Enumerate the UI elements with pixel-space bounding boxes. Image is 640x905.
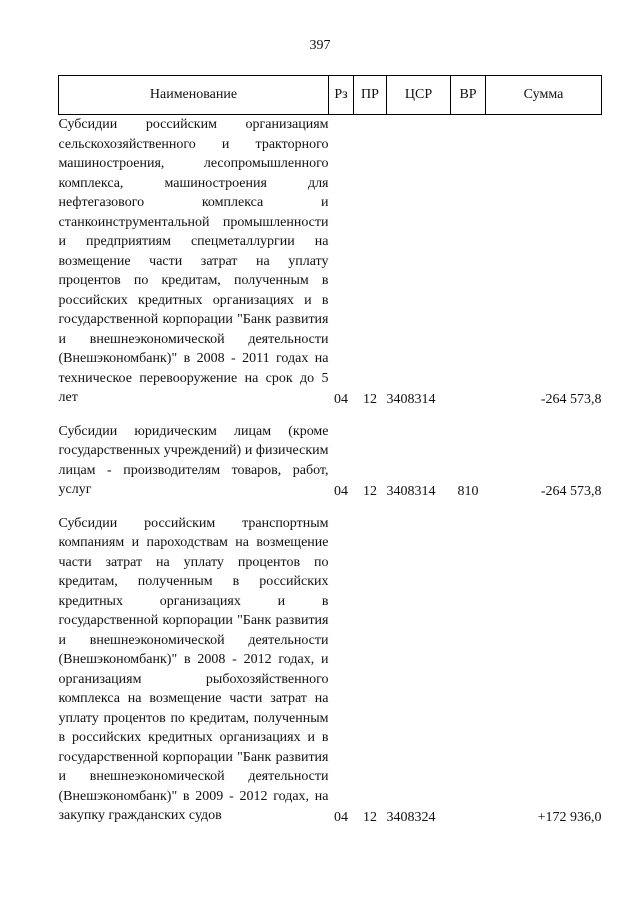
header-pr: ПР xyxy=(354,76,387,115)
table-row xyxy=(59,422,602,500)
table-row xyxy=(59,115,602,408)
row-csr: 3408314 xyxy=(386,483,436,499)
table-header-row xyxy=(59,76,602,115)
header-name: Наименование xyxy=(59,76,329,115)
row-rz: 04 xyxy=(334,483,348,499)
row-name: Субсидии российским организациям сельскохозяйственного и тракторного машиностроения, лесопромышленного комплекса, машиностроения для нефтегазового комплекса и станкоинструментальной промышленности и предприятиям спецметаллургии на возмещение части затрат на уплату процентов по кредитам, полученным в российских кредитных организациях и в государственной корпорации "Банк развития и внешнеэкономической деятельности (Внешэкономбанк)" в 2008 - 2011 годах на техническое перевооружение на срок до 5 лет xyxy=(58,117,329,405)
row-csr: 3408324 xyxy=(386,809,436,825)
row-pr: 12 xyxy=(363,391,377,407)
row-pr: 12 xyxy=(363,483,377,499)
row-vr: 810 xyxy=(457,483,479,499)
table-row xyxy=(59,514,602,826)
header-vr: ВР xyxy=(451,76,486,115)
row-sum: +172 936,0 xyxy=(537,809,602,825)
budget-table xyxy=(58,75,602,826)
row-csr: 3408314 xyxy=(386,391,436,407)
header-rz: Рз xyxy=(329,76,354,115)
row-spacer xyxy=(59,500,602,514)
page-number: 397 xyxy=(309,38,331,53)
row-rz: 04 xyxy=(334,809,348,825)
row-pr: 12 xyxy=(363,809,377,825)
row-name: Субсидии юридическим лицам (кроме государственных учреждений) и физическим лицам - производителям товаров, работ, услуг xyxy=(58,423,329,497)
row-vr xyxy=(451,115,486,408)
row-sum: -264 573,8 xyxy=(540,483,602,499)
row-vr xyxy=(451,514,486,826)
row-spacer xyxy=(59,408,602,422)
header-csr: ЦСР xyxy=(387,76,451,115)
row-rz: 04 xyxy=(334,391,348,407)
header-sum: Сумма xyxy=(486,76,602,115)
row-name: Субсидии российским транспортным компаниям и пароходствам на возмещение части затрат на уплату процентов по кредитам, полученным в российских кредитных организациях и в государственной корпорации "Банк развития и внешнеэкономической деятельности (Внешэкономбанк)" в 2008 - 2012 годах, и организациям рыбохозяйственного комплекса на возмещение части затрат на уплату процентов по кредитам, полученным в российских кредитных организациях и в государственной корпорации "Банк развития и внешнеэкономической деятельности (Внешэкономбанк)" в 2009 - 2012 годах, на закупку гражданских судов xyxy=(58,515,329,823)
row-sum: -264 573,8 xyxy=(540,391,602,407)
